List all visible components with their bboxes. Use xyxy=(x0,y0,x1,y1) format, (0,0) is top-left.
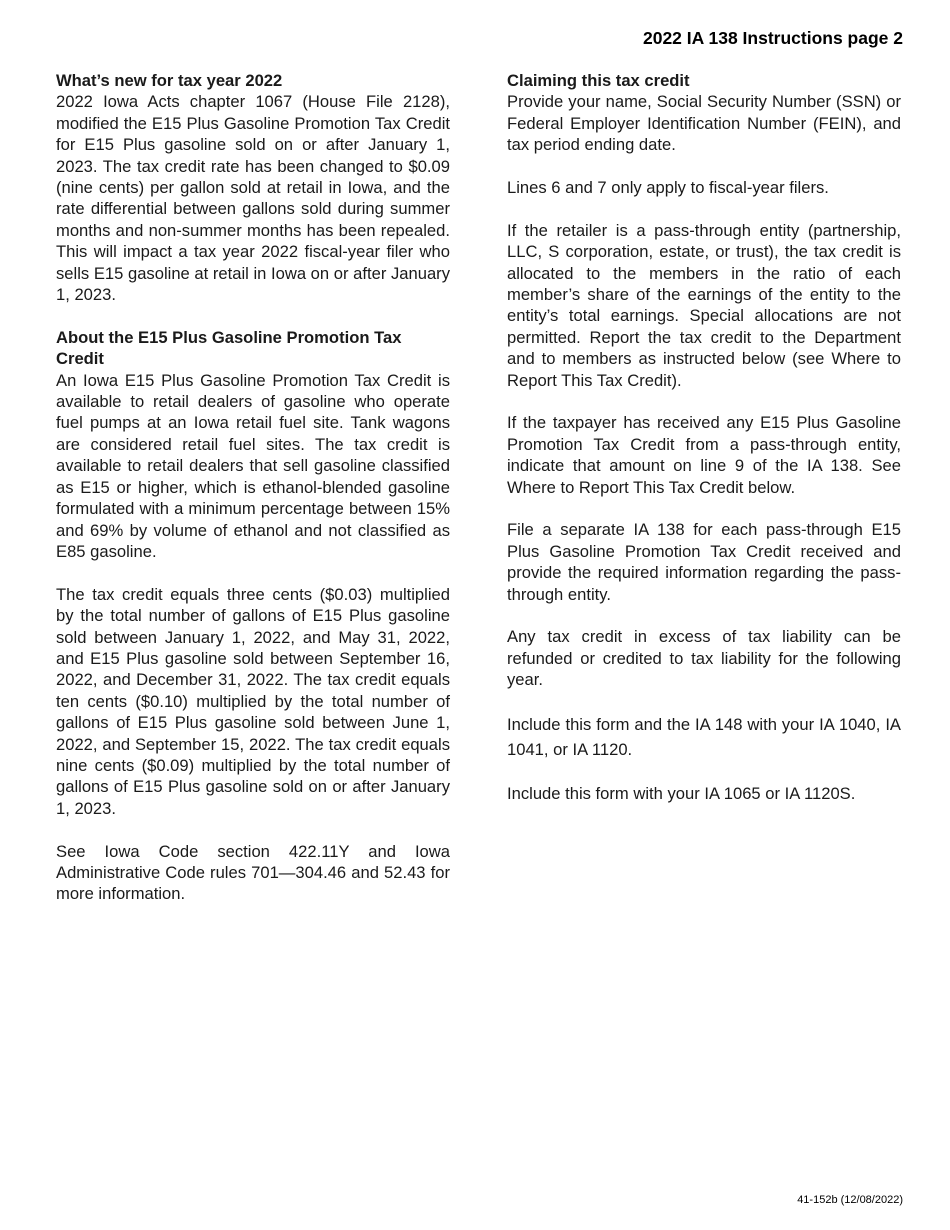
left-column xyxy=(56,70,450,926)
separate-form-text: File a separate IA 138 for each pass-through E15 Plus Gasoline Promotion Tax Credit received and provide the required information regarding the pass-through entity. xyxy=(507,520,901,604)
page-title: 2022 IA 138 Instructions page 2 xyxy=(642,28,903,48)
excess-credit-text: Any tax credit in excess of tax liability can be refunded or credited to tax liability for the following year. xyxy=(507,627,901,690)
credit-amount-text: The tax credit equals three cents ($0.03) multiplied by the total number of gallons of E15 Plus gasoline sold between January 1, 2022, and May 31, 2022, and E15 Plus gasoline sold between September 16, 2022, and December 31, 2022. The tax credit equals ten cents ($0.10) multiplied by the total number of gallons of E15 Plus gasoline sold between June 1, 2022, and September 15, 2022. The tax credit equals nine cents ($0.09) multiplied by the total number of gallons of E15 Plus gasoline sold on or after January 1, 2023. xyxy=(56,584,450,818)
about-heading: About the E15 Plus Gasoline Promotion Tax Credit xyxy=(56,327,402,369)
lines-6-7-text: Lines 6 and 7 only apply to fiscal-year filers. xyxy=(507,178,829,198)
include-1065-text: Include this form with your IA 1065 or IA 1120S. xyxy=(507,784,856,804)
see-code-text: See Iowa Code section 422.11Y and Iowa Administrative Code rules 701—304.46 and 52.43 for more information. xyxy=(56,841,450,904)
about-section xyxy=(56,327,450,562)
pass-through-text: If the retailer is a pass-through entity (partnership, LLC, S corporation, estate, or trust), the tax credit is allocated to the members in the ratio of each member’s share of the earnings of the entity to the entity’s total earnings. Special allocations are not permitted. Report the tax credit to the Department and to members as instructed below (see Where to Report This Tax Credit). xyxy=(507,220,901,390)
whats-new-text: 2022 Iowa Acts chapter 1067 (House File 2128), modified the E15 Plus Gasoline Promotion Tax Credit for E15 Plus gasoline sold on or after January 1, 2023. The tax credit rate has been changed to $0.09 (nine cents) per gallon sold at retail in Iowa, and the rate differential between gallons sold during summer months and non-summer months has been repealed. This will impact a tax year 2022 fiscal-year filer who sells E15 gasoline at retail in Iowa on or after January 1, 2023. xyxy=(56,92,450,305)
include-ia148-text: Include this form and the IA 148 with your IA 1040, IA 1041, or IA 1120. xyxy=(507,715,901,760)
claiming-heading: Claiming this tax credit xyxy=(507,71,690,90)
whats-new-heading: What’s new for tax year 2022 xyxy=(56,71,283,90)
claiming-section xyxy=(507,70,901,156)
received-credit-text: If the taxpayer has received any E15 Plus Gasoline Promotion Tax Credit from a pass-through entity, indicate that amount on line 9 of the IA 138. See Where to Report This Tax Credit below. xyxy=(507,413,901,497)
whats-new-section xyxy=(56,70,450,305)
claiming-text: Provide your name, Social Security Number (SSN) or Federal Employer Identification Number (FEIN), and tax period ending date. xyxy=(507,92,901,155)
form-code: 41-152b (12/08/2022) xyxy=(797,1194,903,1206)
right-column xyxy=(507,70,901,826)
about-text: An Iowa E15 Plus Gasoline Promotion Tax Credit is available to retail dealers of gasoline who operate fuel pumps at an Iowa retail fuel site. Tank wagons are considered retail fuel sites. The tax credit is available to retail dealers that sell gasoline classified as E15 or higher, which is ethanol-blended gasoline formulated with a minimum percentage between 15% and 69% by volume of ethanol and not classified as E85 gasoline. xyxy=(56,370,450,561)
